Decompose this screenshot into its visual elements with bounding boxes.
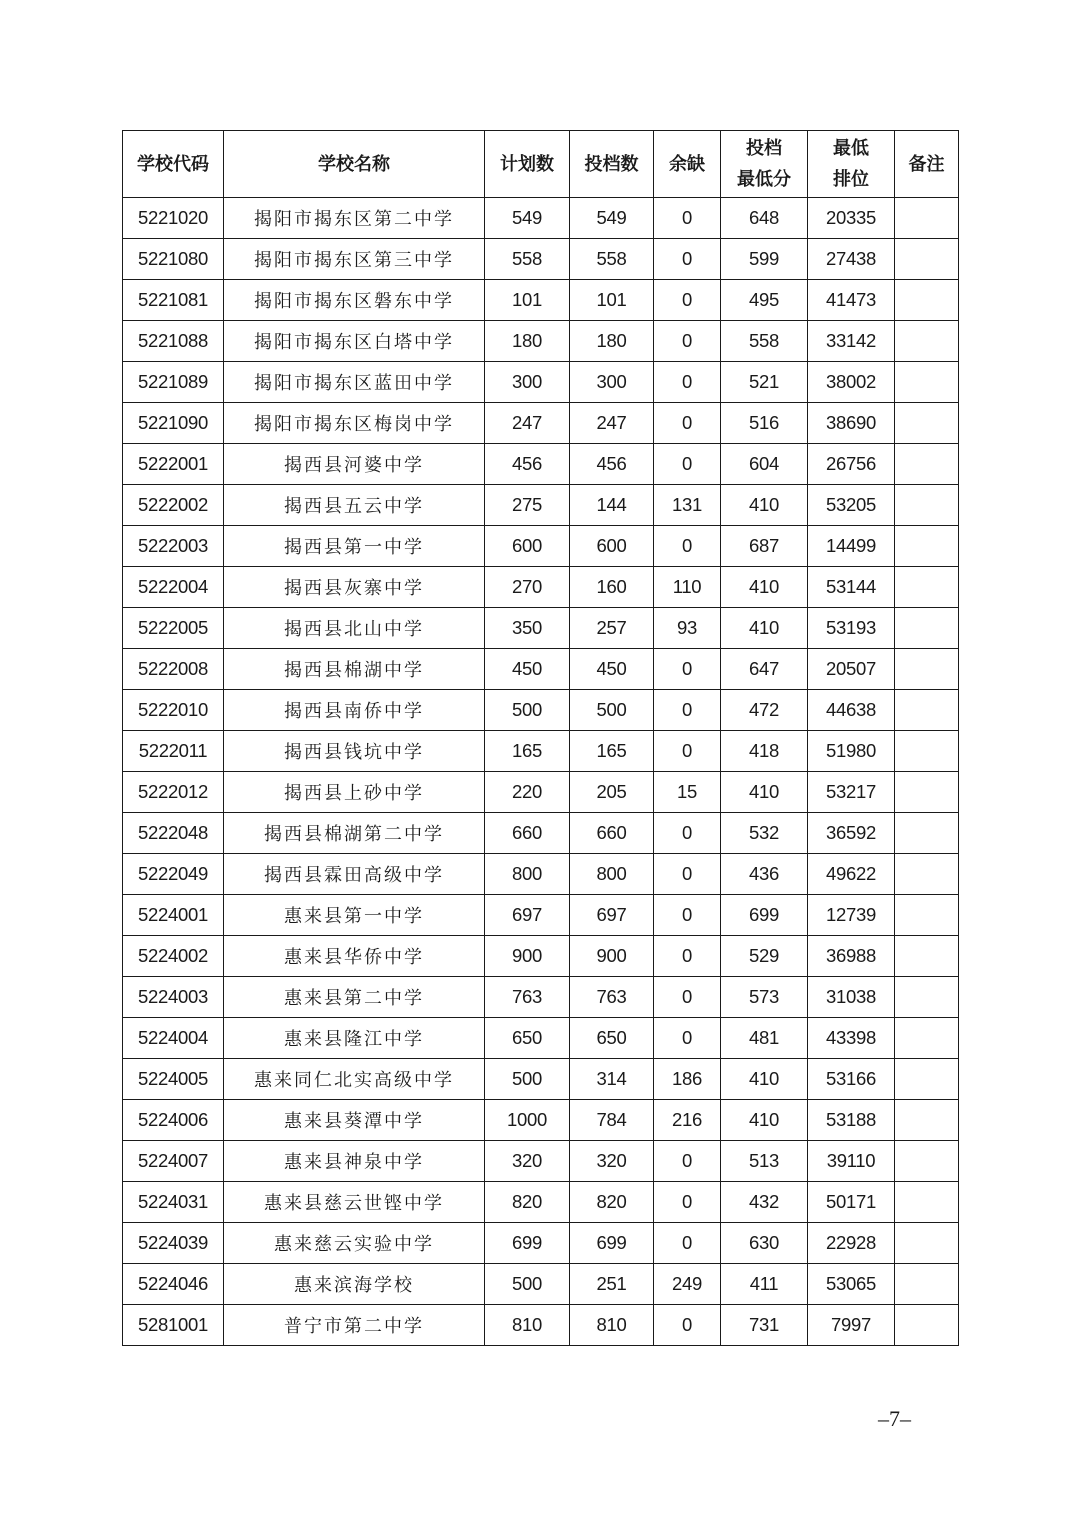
cell-admitted-count: 500 xyxy=(570,690,654,731)
cell-plan-count: 247 xyxy=(485,403,570,444)
cell-admitted-count: 549 xyxy=(570,198,654,239)
cell-admitted-count: 247 xyxy=(570,403,654,444)
table-body xyxy=(123,198,959,1346)
cell-school-name: 揭阳市揭东区第三中学 xyxy=(224,239,485,280)
cell-vacancy: 0 xyxy=(654,280,721,321)
cell-school-code: 5224046 xyxy=(123,1264,224,1305)
cell-school-name: 惠来县第一中学 xyxy=(224,895,485,936)
cell-school-name: 惠来同仁北实高级中学 xyxy=(224,1059,485,1100)
cell-school-name: 惠来县隆江中学 xyxy=(224,1018,485,1059)
cell-school-code: 5222001 xyxy=(123,444,224,485)
cell-admitted-count: 450 xyxy=(570,649,654,690)
header-admitted-count: 投档数 xyxy=(570,131,654,198)
cell-school-code: 5222011 xyxy=(123,731,224,772)
cell-min-rank: 53188 xyxy=(808,1100,895,1141)
cell-remarks xyxy=(895,1264,959,1305)
cell-remarks xyxy=(895,813,959,854)
page-number: –7– xyxy=(878,1406,911,1431)
cell-min-score: 516 xyxy=(721,403,808,444)
cell-min-score: 513 xyxy=(721,1141,808,1182)
cell-admitted-count: 697 xyxy=(570,895,654,936)
table-row xyxy=(123,1059,959,1100)
cell-min-rank: 20507 xyxy=(808,649,895,690)
cell-school-name: 惠来县神泉中学 xyxy=(224,1141,485,1182)
table-row xyxy=(123,198,959,239)
cell-admitted-count: 205 xyxy=(570,772,654,813)
cell-school-name: 普宁市第二中学 xyxy=(224,1305,485,1346)
cell-vacancy: 0 xyxy=(654,198,721,239)
cell-vacancy: 0 xyxy=(654,403,721,444)
cell-vacancy: 0 xyxy=(654,1141,721,1182)
cell-plan-count: 300 xyxy=(485,362,570,403)
header-plan-count: 计划数 xyxy=(485,131,570,198)
cell-remarks xyxy=(895,526,959,567)
cell-school-name: 揭阳市揭东区白塔中学 xyxy=(224,321,485,362)
cell-admitted-count: 810 xyxy=(570,1305,654,1346)
cell-school-name: 揭阳市揭东区梅岗中学 xyxy=(224,403,485,444)
table-row xyxy=(123,526,959,567)
cell-min-score: 532 xyxy=(721,813,808,854)
cell-school-code: 5221090 xyxy=(123,403,224,444)
cell-admitted-count: 660 xyxy=(570,813,654,854)
cell-plan-count: 275 xyxy=(485,485,570,526)
table-row xyxy=(123,1305,959,1346)
cell-admitted-count: 320 xyxy=(570,1141,654,1182)
cell-min-rank: 44638 xyxy=(808,690,895,731)
cell-remarks xyxy=(895,239,959,280)
cell-min-score: 472 xyxy=(721,690,808,731)
cell-min-score: 410 xyxy=(721,1100,808,1141)
cell-min-rank: 51980 xyxy=(808,731,895,772)
table-row xyxy=(123,1223,959,1264)
cell-remarks xyxy=(895,321,959,362)
table-row xyxy=(123,280,959,321)
cell-min-score: 410 xyxy=(721,608,808,649)
cell-min-rank: 53065 xyxy=(808,1264,895,1305)
table-row xyxy=(123,239,959,280)
cell-remarks xyxy=(895,1305,959,1346)
cell-min-score: 648 xyxy=(721,198,808,239)
table-row xyxy=(123,485,959,526)
cell-school-name: 揭西县钱坑中学 xyxy=(224,731,485,772)
cell-vacancy: 249 xyxy=(654,1264,721,1305)
cell-min-score: 647 xyxy=(721,649,808,690)
cell-min-score: 521 xyxy=(721,362,808,403)
cell-plan-count: 450 xyxy=(485,649,570,690)
cell-min-rank: 36988 xyxy=(808,936,895,977)
cell-plan-count: 500 xyxy=(485,1059,570,1100)
cell-min-score: 410 xyxy=(721,485,808,526)
cell-school-code: 5222002 xyxy=(123,485,224,526)
cell-remarks xyxy=(895,444,959,485)
header-min-score-line2: 最低分 xyxy=(737,169,791,190)
cell-vacancy: 0 xyxy=(654,239,721,280)
cell-school-code: 5224003 xyxy=(123,977,224,1018)
cell-school-code: 5221088 xyxy=(123,321,224,362)
header-min-rank xyxy=(808,131,895,198)
table-row xyxy=(123,1264,959,1305)
cell-plan-count: 600 xyxy=(485,526,570,567)
cell-vacancy: 110 xyxy=(654,567,721,608)
table-row xyxy=(123,977,959,1018)
cell-admitted-count: 699 xyxy=(570,1223,654,1264)
table-row xyxy=(123,1182,959,1223)
cell-vacancy: 93 xyxy=(654,608,721,649)
cell-admitted-count: 763 xyxy=(570,977,654,1018)
cell-school-code: 5224004 xyxy=(123,1018,224,1059)
cell-school-code: 5222049 xyxy=(123,854,224,895)
cell-school-code: 5224007 xyxy=(123,1141,224,1182)
cell-admitted-count: 650 xyxy=(570,1018,654,1059)
cell-min-rank: 7997 xyxy=(808,1305,895,1346)
cell-school-name: 揭西县五云中学 xyxy=(224,485,485,526)
table-row xyxy=(123,772,959,813)
table-row xyxy=(123,567,959,608)
cell-school-name: 惠来县华侨中学 xyxy=(224,936,485,977)
cell-vacancy: 0 xyxy=(654,895,721,936)
admission-table xyxy=(122,130,959,1346)
cell-vacancy: 0 xyxy=(654,936,721,977)
cell-remarks xyxy=(895,1100,959,1141)
cell-remarks xyxy=(895,403,959,444)
cell-remarks xyxy=(895,1182,959,1223)
header-row xyxy=(123,131,959,198)
cell-min-rank: 27438 xyxy=(808,239,895,280)
table-row xyxy=(123,936,959,977)
table-row xyxy=(123,362,959,403)
cell-school-name: 揭西县上砂中学 xyxy=(224,772,485,813)
cell-remarks xyxy=(895,690,959,731)
cell-admitted-count: 820 xyxy=(570,1182,654,1223)
cell-min-score: 410 xyxy=(721,772,808,813)
cell-remarks xyxy=(895,362,959,403)
cell-vacancy: 131 xyxy=(654,485,721,526)
cell-min-score: 432 xyxy=(721,1182,808,1223)
table-row xyxy=(123,854,959,895)
cell-min-score: 630 xyxy=(721,1223,808,1264)
cell-min-score: 687 xyxy=(721,526,808,567)
header-school-code: 学校代码 xyxy=(123,131,224,198)
cell-min-rank: 43398 xyxy=(808,1018,895,1059)
cell-school-name: 惠来慈云实验中学 xyxy=(224,1223,485,1264)
cell-vacancy: 0 xyxy=(654,690,721,731)
table-row xyxy=(123,649,959,690)
cell-school-name: 揭西县第一中学 xyxy=(224,526,485,567)
cell-vacancy: 0 xyxy=(654,1305,721,1346)
cell-school-name: 揭阳市揭东区磐东中学 xyxy=(224,280,485,321)
cell-min-score: 604 xyxy=(721,444,808,485)
cell-vacancy: 0 xyxy=(654,526,721,567)
cell-min-score: 436 xyxy=(721,854,808,895)
cell-min-rank: 31038 xyxy=(808,977,895,1018)
cell-school-code: 5221020 xyxy=(123,198,224,239)
cell-plan-count: 697 xyxy=(485,895,570,936)
cell-plan-count: 180 xyxy=(485,321,570,362)
cell-remarks xyxy=(895,608,959,649)
cell-admitted-count: 144 xyxy=(570,485,654,526)
cell-min-rank: 26756 xyxy=(808,444,895,485)
cell-min-rank: 33142 xyxy=(808,321,895,362)
cell-remarks xyxy=(895,198,959,239)
table-header xyxy=(123,131,959,198)
table-row xyxy=(123,813,959,854)
cell-remarks xyxy=(895,1018,959,1059)
cell-school-code: 5222012 xyxy=(123,772,224,813)
cell-school-name: 惠来县慈云世铿中学 xyxy=(224,1182,485,1223)
cell-vacancy: 0 xyxy=(654,731,721,772)
cell-min-rank: 14499 xyxy=(808,526,895,567)
cell-school-name: 揭西县霖田高级中学 xyxy=(224,854,485,895)
cell-remarks xyxy=(895,895,959,936)
cell-school-code: 5222003 xyxy=(123,526,224,567)
cell-remarks xyxy=(895,1223,959,1264)
cell-vacancy: 0 xyxy=(654,854,721,895)
cell-admitted-count: 165 xyxy=(570,731,654,772)
cell-plan-count: 650 xyxy=(485,1018,570,1059)
cell-plan-count: 660 xyxy=(485,813,570,854)
table-row xyxy=(123,403,959,444)
cell-admitted-count: 251 xyxy=(570,1264,654,1305)
cell-school-name: 揭西县灰寨中学 xyxy=(224,567,485,608)
cell-vacancy: 0 xyxy=(654,1182,721,1223)
cell-school-code: 5224031 xyxy=(123,1182,224,1223)
cell-plan-count: 820 xyxy=(485,1182,570,1223)
header-min-rank-line2: 排位 xyxy=(833,169,869,190)
cell-admitted-count: 456 xyxy=(570,444,654,485)
cell-plan-count: 699 xyxy=(485,1223,570,1264)
cell-remarks xyxy=(895,485,959,526)
cell-min-score: 573 xyxy=(721,977,808,1018)
cell-school-code: 5281001 xyxy=(123,1305,224,1346)
cell-remarks xyxy=(895,280,959,321)
cell-min-rank: 38002 xyxy=(808,362,895,403)
cell-admitted-count: 600 xyxy=(570,526,654,567)
cell-remarks xyxy=(895,854,959,895)
cell-school-name: 惠来县葵潭中学 xyxy=(224,1100,485,1141)
cell-min-rank: 38690 xyxy=(808,403,895,444)
cell-vacancy: 0 xyxy=(654,813,721,854)
cell-min-score: 481 xyxy=(721,1018,808,1059)
cell-admitted-count: 257 xyxy=(570,608,654,649)
cell-vacancy: 0 xyxy=(654,444,721,485)
cell-school-name: 惠来县第二中学 xyxy=(224,977,485,1018)
cell-school-code: 5224006 xyxy=(123,1100,224,1141)
cell-admitted-count: 900 xyxy=(570,936,654,977)
cell-remarks xyxy=(895,772,959,813)
header-remarks: 备注 xyxy=(895,131,959,198)
header-vacancy: 余缺 xyxy=(654,131,721,198)
cell-school-name: 揭西县北山中学 xyxy=(224,608,485,649)
cell-admitted-count: 314 xyxy=(570,1059,654,1100)
cell-school-name: 揭阳市揭东区第二中学 xyxy=(224,198,485,239)
cell-school-code: 5222010 xyxy=(123,690,224,731)
table-row xyxy=(123,1100,959,1141)
cell-min-score: 495 xyxy=(721,280,808,321)
cell-min-score: 410 xyxy=(721,1059,808,1100)
cell-min-score: 558 xyxy=(721,321,808,362)
table-row xyxy=(123,731,959,772)
cell-admitted-count: 300 xyxy=(570,362,654,403)
cell-min-rank: 39110 xyxy=(808,1141,895,1182)
cell-remarks xyxy=(895,977,959,1018)
cell-school-name: 惠来滨海学校 xyxy=(224,1264,485,1305)
cell-school-name: 揭西县棉湖中学 xyxy=(224,649,485,690)
cell-school-code: 5224002 xyxy=(123,936,224,977)
cell-plan-count: 165 xyxy=(485,731,570,772)
cell-remarks xyxy=(895,649,959,690)
cell-vacancy: 0 xyxy=(654,977,721,1018)
table-row xyxy=(123,321,959,362)
cell-min-score: 410 xyxy=(721,567,808,608)
cell-school-code: 5224005 xyxy=(123,1059,224,1100)
cell-min-rank: 53217 xyxy=(808,772,895,813)
cell-min-rank: 53166 xyxy=(808,1059,895,1100)
cell-vacancy: 0 xyxy=(654,362,721,403)
cell-min-score: 529 xyxy=(721,936,808,977)
cell-min-score: 731 xyxy=(721,1305,808,1346)
cell-min-rank: 53193 xyxy=(808,608,895,649)
cell-vacancy: 216 xyxy=(654,1100,721,1141)
cell-school-name: 揭西县棉湖第二中学 xyxy=(224,813,485,854)
cell-vacancy: 0 xyxy=(654,649,721,690)
cell-plan-count: 320 xyxy=(485,1141,570,1182)
cell-plan-count: 500 xyxy=(485,1264,570,1305)
cell-school-name: 揭西县南侨中学 xyxy=(224,690,485,731)
table-row xyxy=(123,1141,959,1182)
cell-remarks xyxy=(895,731,959,772)
cell-plan-count: 549 xyxy=(485,198,570,239)
cell-min-score: 411 xyxy=(721,1264,808,1305)
cell-min-rank: 53144 xyxy=(808,567,895,608)
cell-plan-count: 1000 xyxy=(485,1100,570,1141)
cell-remarks xyxy=(895,567,959,608)
cell-school-code: 5222005 xyxy=(123,608,224,649)
cell-admitted-count: 558 xyxy=(570,239,654,280)
cell-vacancy: 186 xyxy=(654,1059,721,1100)
cell-school-code: 5222004 xyxy=(123,567,224,608)
cell-school-code: 5221081 xyxy=(123,280,224,321)
cell-plan-count: 220 xyxy=(485,772,570,813)
cell-school-name: 揭西县河婆中学 xyxy=(224,444,485,485)
table-row xyxy=(123,895,959,936)
cell-min-rank: 50171 xyxy=(808,1182,895,1223)
cell-plan-count: 900 xyxy=(485,936,570,977)
cell-plan-count: 810 xyxy=(485,1305,570,1346)
cell-min-rank: 22928 xyxy=(808,1223,895,1264)
cell-min-score: 599 xyxy=(721,239,808,280)
header-min-score-line1: 投档 xyxy=(746,138,782,159)
cell-school-code: 5222048 xyxy=(123,813,224,854)
cell-school-code: 5221080 xyxy=(123,239,224,280)
cell-remarks xyxy=(895,1141,959,1182)
cell-plan-count: 558 xyxy=(485,239,570,280)
cell-school-code: 5221089 xyxy=(123,362,224,403)
cell-min-rank: 49622 xyxy=(808,854,895,895)
header-school-name: 学校名称 xyxy=(224,131,485,198)
cell-remarks xyxy=(895,1059,959,1100)
cell-plan-count: 101 xyxy=(485,280,570,321)
cell-admitted-count: 180 xyxy=(570,321,654,362)
cell-school-code: 5224039 xyxy=(123,1223,224,1264)
cell-plan-count: 800 xyxy=(485,854,570,895)
cell-min-rank: 53205 xyxy=(808,485,895,526)
table-row xyxy=(123,1018,959,1059)
cell-min-rank: 36592 xyxy=(808,813,895,854)
cell-admitted-count: 160 xyxy=(570,567,654,608)
cell-school-code: 5222008 xyxy=(123,649,224,690)
cell-plan-count: 456 xyxy=(485,444,570,485)
cell-admitted-count: 101 xyxy=(570,280,654,321)
header-min-score xyxy=(721,131,808,198)
cell-admitted-count: 800 xyxy=(570,854,654,895)
header-min-rank-line1: 最低 xyxy=(833,138,869,159)
cell-remarks xyxy=(895,936,959,977)
cell-plan-count: 350 xyxy=(485,608,570,649)
table-row xyxy=(123,608,959,649)
cell-min-score: 699 xyxy=(721,895,808,936)
cell-min-score: 418 xyxy=(721,731,808,772)
cell-plan-count: 763 xyxy=(485,977,570,1018)
cell-min-rank: 20335 xyxy=(808,198,895,239)
cell-vacancy: 0 xyxy=(654,1018,721,1059)
cell-school-name: 揭阳市揭东区蓝田中学 xyxy=(224,362,485,403)
cell-vacancy: 0 xyxy=(654,1223,721,1264)
table-row xyxy=(123,690,959,731)
table-row xyxy=(123,444,959,485)
cell-min-rank: 12739 xyxy=(808,895,895,936)
cell-admitted-count: 784 xyxy=(570,1100,654,1141)
cell-vacancy: 15 xyxy=(654,772,721,813)
cell-vacancy: 0 xyxy=(654,321,721,362)
cell-plan-count: 500 xyxy=(485,690,570,731)
cell-plan-count: 270 xyxy=(485,567,570,608)
cell-school-code: 5224001 xyxy=(123,895,224,936)
cell-min-rank: 41473 xyxy=(808,280,895,321)
